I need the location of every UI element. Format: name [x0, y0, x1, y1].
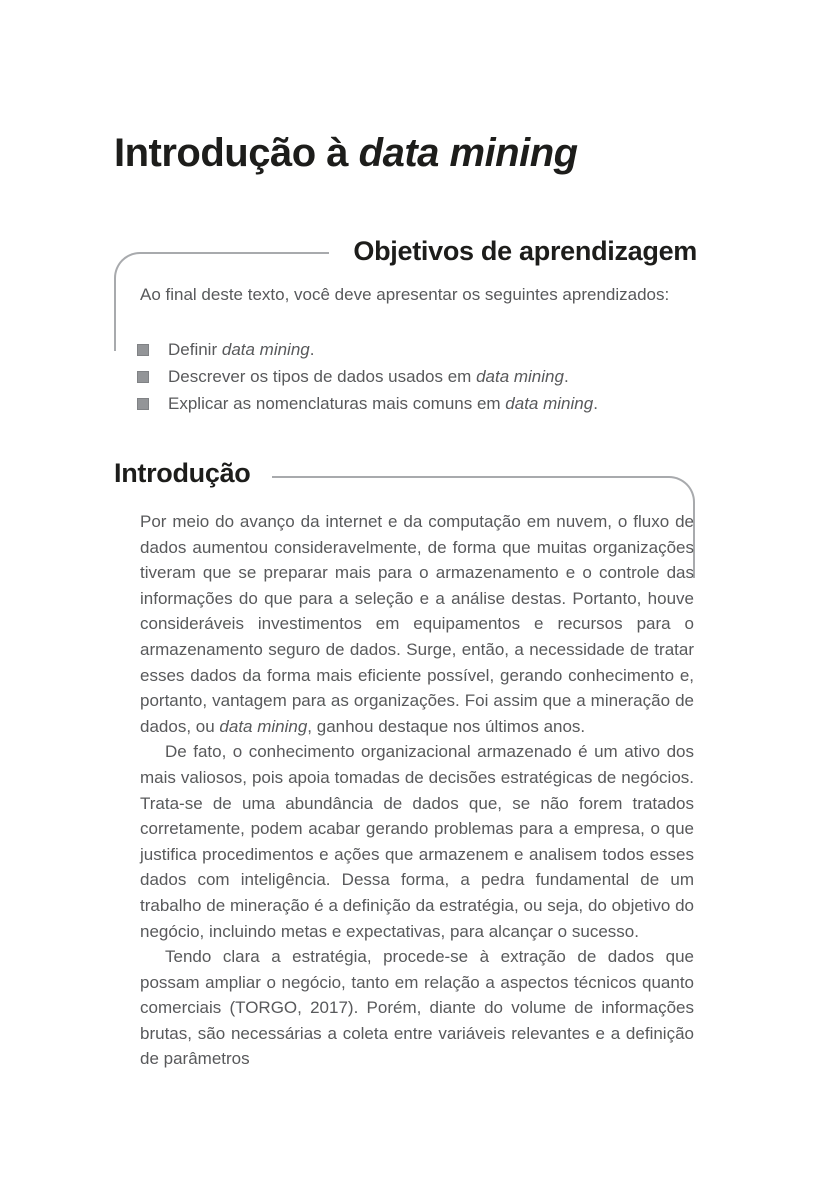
- introduction-heading: Introdução: [114, 458, 251, 488]
- objective-list-item: [137, 390, 697, 417]
- objective-text: [168, 390, 598, 417]
- square-bullet-icon: [137, 371, 149, 383]
- objectives-heading: Objetivos de aprendizagem: [353, 236, 697, 266]
- objective-text: [168, 363, 569, 390]
- objective-text-italic: data mining: [476, 367, 564, 386]
- objective-text-after: .: [593, 394, 598, 413]
- paragraph-1-after: , ganhou destaque nos últimos anos.: [307, 716, 586, 736]
- objective-text-italic: data mining: [505, 394, 594, 413]
- objective-text-after: .: [563, 367, 569, 386]
- objective-text: [168, 336, 314, 363]
- objectives-list: [137, 336, 697, 417]
- objective-text-italic: data mining: [221, 340, 310, 359]
- paragraph-2: De fato, o conhecimento organizacional armazenado é um ativo dos mais valiosos, pois apoia tomadas de decisões estratégicas de negócios. Trata-se de uma abundância de dados que, se não forem tratados corretamente, podem acabar gerando problemas para a empresa, o que justifica procedimentos e ações que armazenem e analisem todos esses dados com inteligência. Dessa forma, a pedra fundamental de um trabalho de mineração é a definição da estratégia, ou seja, do objetivo do negócio, incluindo metas e expectativas, para alcançar o sucesso.: [140, 742, 694, 941]
- page-title: [114, 130, 578, 176]
- paragraph-1-before: Por meio do avanço da internet e da computação em nuvem, o fluxo de dados aumentou consideravelmente, de forma que muitas organizações tiveram que se preparar mais para o armazenamento e o controle das informações do que para a seleção e a análise destas. Portanto, houve consideráveis investimentos em equipamentos e recursos para o armazenamento seguro de dados. Surge, então, a necessidade de tratar esses dados da forma mais eficiente possível, gerando conhecimento e, portanto, vantagem para as organizações. Foi assim que a mineração de dados, ou: [140, 512, 694, 736]
- objective-text-after: .: [309, 340, 315, 359]
- introduction-body: [140, 509, 694, 1072]
- paragraph-1-italic: data mining: [219, 716, 308, 736]
- objective-text-before: Definir: [168, 340, 222, 359]
- objective-list-item: [137, 336, 697, 363]
- objective-text-before: Descrever os tipos de dados usados em: [168, 367, 477, 386]
- square-bullet-icon: [137, 398, 149, 410]
- objectives-intro-text: Ao final deste texto, você deve apresentar os seguintes aprendizados:: [140, 285, 670, 304]
- paragraph-3: Tendo clara a estratégia, procede-se à extração de dados que possam ampliar o negócio, tanto em relação a aspectos técnicos quanto comerciais (TORGO, 2017). Porém, diante do volume de informações brutas, são necessárias a coleta entre variáveis relevantes e a definição de parâmetros: [140, 947, 694, 1069]
- objective-text-before: Explicar as nomenclaturas mais comuns em: [168, 394, 506, 413]
- paragraph-1: [140, 509, 694, 739]
- page-title-text: Introdução à: [114, 131, 359, 175]
- objective-list-item: [137, 363, 697, 390]
- square-bullet-icon: [137, 344, 149, 356]
- page-title-emphasis: data mining: [358, 131, 578, 175]
